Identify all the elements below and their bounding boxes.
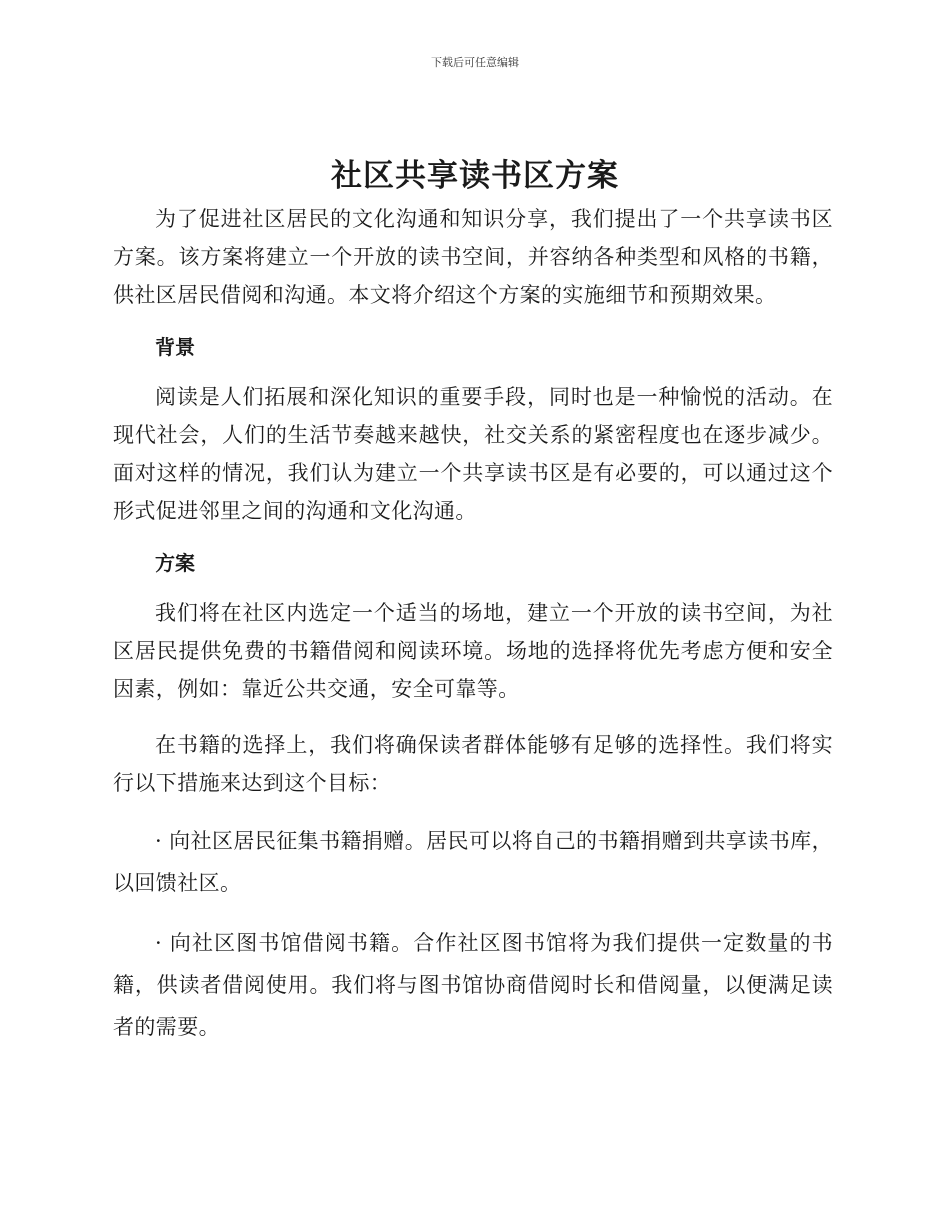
intro-paragraph: 为了促进社区居民的文化沟通和知识分享，我们提出了一个共享读书区方案。该方案将建立一个开放的读书空间，并容纳各种类型和风格的书籍，供社区居民借阅和沟通。本文将介绍这个方案的实施细节和预期效果。 <box>113 207 833 307</box>
plan-paragraph-venue: 我们将在社区内选定一个适当的场地，建立一个开放的读书空间，为社区居民提供免费的书籍借阅和阅读环境。场地的选择将优先考虑方便和安全因素，例如：靠近公共交通，安全可靠等。 <box>113 601 833 701</box>
section-heading-background: 背景 <box>155 335 195 359</box>
list-item: · 向社区图书馆借阅书籍。合作社区图书馆将为我们提供一定数量的书籍，供读者借阅使用。我们将与图书馆协商借阅时长和借阅量，以便满足读者的需要。 <box>113 931 833 1039</box>
header-note: 下载后可任意编辑 <box>431 56 519 69</box>
background-paragraph: 阅读是人们拓展和深化知识的重要手段，同时也是一种愉悦的活动。在现代社会，人们的生活节奏越来越快，社交关系的紧密程度也在逐步减少。面对这样的情况，我们认为建立一个共享读书区是有必要的，可以通过这个形式促进邻里之间的沟通和文化沟通。 <box>113 385 833 523</box>
list-item: · 向社区居民征集书籍捐赠。居民可以将自己的书籍捐赠到共享读书库，以回馈社区。 <box>113 829 833 895</box>
document-title: 社区共享读书区方案 <box>331 158 619 194</box>
document-body <box>113 200 833 1066</box>
section-heading-plan: 方案 <box>155 551 195 575</box>
plan-paragraph-books: 在书籍的选择上，我们将确保读者群体能够有足够的选择性。我们将实行以下措施来达到这个目标： <box>113 733 833 795</box>
